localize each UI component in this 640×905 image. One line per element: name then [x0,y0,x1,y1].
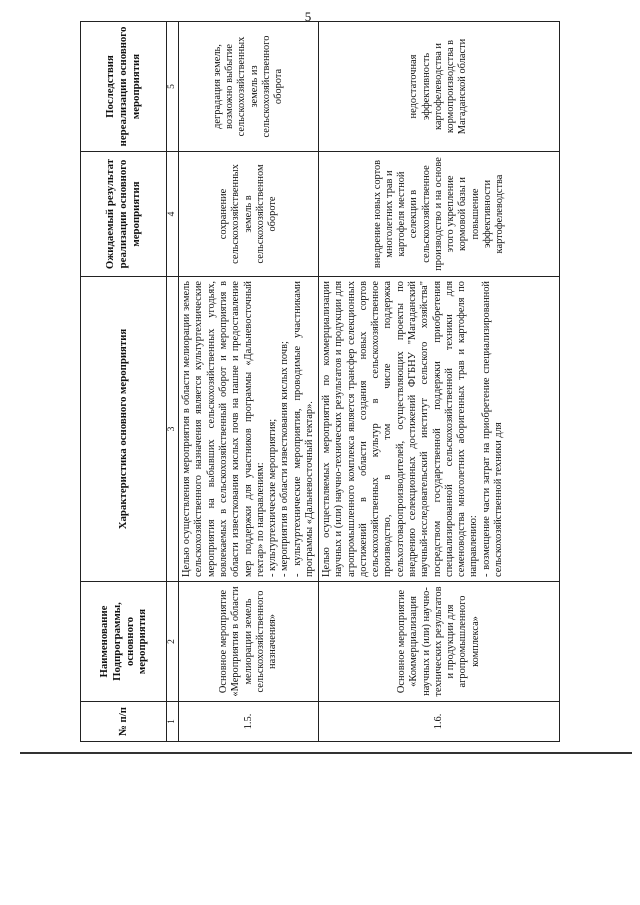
column-number: 2 [167,582,179,702]
characteristic-line: - возмещение части затрат на приобретение специализированной сельскохозяйственной техники для [480,281,504,577]
program-measures-table [80,21,560,742]
table-row [319,22,560,742]
expected-result: сохранение сельскохозяйственных земель в сельскохозяйственном обороте [179,152,319,277]
characteristic-line: Целью осуществляемых мероприятий по коммерциализации научных и (или) научно-технических результатов и продукции для агропромышленного комплекса является трансфер селекционных достижений в области создания новых сортов сельскохозяйственных культур в сельскохозяйственное производство, в том числе поддержка сельхозтоваропроизводителей, осуществляющих проекты по внедрению селекционных достижений ФГБНУ "Магаданский научный-исследовательский институт сельского хозяйства" посредством государственной поддержки приобретения специализированной сельскохозяйственной техники для семеноводства многолетних аборигенных трав и картофеля по направлению: [321,281,480,577]
measure-name: Основное мероприятие «Мероприятия в области мелиорации земель сельскохозяйственного назначения» [179,582,319,702]
row-number: 1.6. [319,702,560,742]
column-number: 1 [167,702,179,742]
column-number: 4 [167,152,179,277]
header-cell: № п/п [81,702,167,742]
characteristic-line: - мероприятия в области известкования кислых почв; [279,341,291,577]
page-number: 5 [304,9,312,25]
characteristic-line: - культуртехнические мероприятия; [267,418,279,577]
column-number: 5 [167,22,179,152]
table-header-row [81,22,167,742]
column-number: 3 [167,277,179,582]
characteristic-line: - культуртехнические мероприятия, проводимые участниками программы «Дальневосточный гектар». [291,281,315,577]
row-number: 1.5. [179,702,319,742]
measure-name: Основное мероприятие «Коммерциализация научных и (или) научно-технических результатов и продукции для агропромышленного комплекса» [319,582,560,702]
header-cell: Характеристика основного мероприятия [81,277,167,582]
non-implementation-consequence: недостаточная эффективность картофелеводства и кормопроизводства в Магаданской области [319,22,560,152]
header-cell: Последствия нереализации основного мероприятия [81,22,167,152]
measure-characteristic [319,277,560,582]
bottom-rule [20,752,632,754]
measure-characteristic [179,277,319,582]
expected-result: внедрение новых сортов многолетних трав и картофеля местной селекции в сельскохозяйственное производство и на основе этого укрепление кормовой базы и повышение эффективности картофелеводства [319,152,560,277]
header-cell: Наименование Подпрограммы, основного мероприятия [81,582,167,702]
characteristic-line: Целью осуществления мероприятия в области мелиорации земель сельскохозяйственного назначения является культуртехнические мероприятия на выбывших сельскохозяйственных угодьях, вовлекаемых в сельскохозяйственный оборот и мероприятия в области известкования кислых почв на пашне и предоставление мер поддержки для участников программы «Дальневосточный гектар» по направлениям: [181,281,266,577]
column-number-row [167,22,179,742]
table-row [179,22,319,742]
non-implementation-consequence: деградация земель, возможно выбытие сельскохозяйственных земель из сельскохозяйственного оборота [179,22,319,152]
rotated-page [80,9,560,742]
header-cell: Ожидаемый результат реализации основного мероприятия [81,152,167,277]
